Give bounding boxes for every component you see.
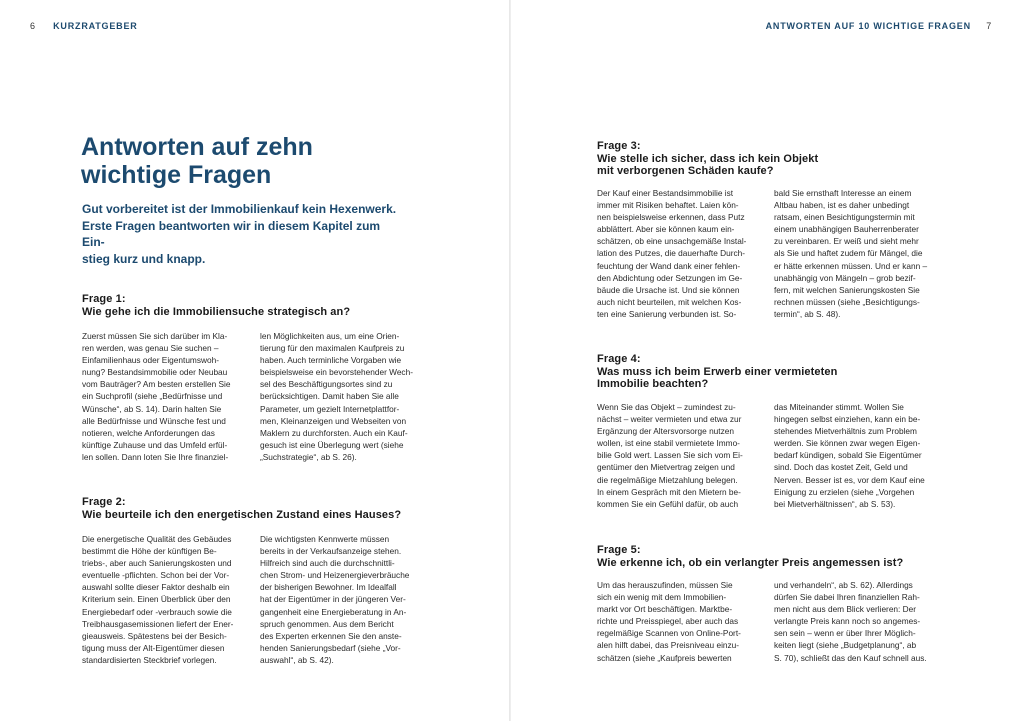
question-4-label: Frage 4: (597, 353, 641, 365)
chapter-title-text: Antworten auf zehn wichtige Fragen (81, 133, 313, 189)
chapter-lead: Gut vorbereitet ist der Immobilienkauf kein Hexenwerk. Erste Fragen beantworten wir in diesem Kapitel zum Ein- stieg kurz und knapp. (82, 202, 397, 266)
question-4-heading (597, 353, 897, 391)
left-running-header (30, 21, 138, 31)
question-2-column-2: Die wichtigsten Kennwerte müssen bereits in der Verkaufsanzeige stehen. Hilfreich sind auch die durchschnittli- chen Strom- und Heizenergieverbräuche der bisherigen Bewohner. Im Idealfall hat der Eigentümer in der jüngeren Ver- gangenheit eine Energieberatung in An- spruch genommen. Aus dem Bericht des Experten erkennen Sie den anste- henden Sanierungsbedarf (siehe „Vor- auswahl“, ab S. 42). (260, 534, 410, 665)
question-4-column-1: Wenn Sie das Objekt – zumindest zu- nächst – weiter vermieten und etwa zur Ergänzung der Altersvorsorge nutzen wollen, ist eine stabil vermietete Immo- bilie Gold wert. Lassen Sie sich vom Ei- gentümer den Mietvertrag zeigen und die regelmäßige Mietzahlung belegen. In einem Gespräch mit den Mietern be- kommen Sie ein Gefühl dafür, ob auch (597, 402, 743, 509)
question-2-label: Frage 2: (82, 496, 126, 508)
left-running-head: KURZRATGEBER (53, 21, 138, 31)
question-3-heading (597, 140, 897, 178)
question-2-column-1: Die energetische Qualität des Gebäudes bestimmt die Höhe der künftigen Be- triebs-, aber auch Sanierungskosten und eventuelle -pflichten. Schon bei der Vor- auswahl sollte dieser Faktor deshalb ein Kriterium sein. Einen Überblick über den Energiebedarf oder -verbrauch sowie die Treibhausgasemissionen liefert der Ener- gieausweis. Spätestens bei der Besich- tigung muss der Alt-Eigentümer diesen standardisierten Steckbrief vorlegen. (82, 534, 234, 665)
question-3-column-2: bald Sie ernsthaft Interesse an einem Altbau haben, ist es daher unbedingt ratsam, einen Besichtigungstermin mit einem unabhängigen Bauherrenberater zu vereinbaren. Er weiß und sieht mehr als Sie und haftet zudem für Mängel, die er hätte erkennen müssen. Und er kann – unabhängig von Mängeln – grob bezif- fern, mit welchen Sanierungskosten Sie rechnen müssen (siehe „Besichtigungs- termin“, ab S. 48). (774, 188, 928, 319)
question-5-heading (597, 544, 957, 569)
question-2-heading (82, 496, 442, 521)
chapter-title (81, 133, 381, 189)
question-1-column-2: len Möglichkeiten aus, um eine Orien- tierung für den maximalen Kaufpreis zu haben. Auch terminliche Vorgaben wie beispielsweise ein bevorstehender Wech- sel des Beschäftigungsortes sind zu berücksichtigen. Damit haben Sie alle Parameter, um gezielt Internetplattfor- men, Kleinanzeigen und Webseiten von Maklern zu durchforsten. Auch ein Kauf- gesuch ist eine Überlegung wert (siehe „Suchstrategie“, ab S. 26). (260, 331, 413, 462)
question-3-text: Wie stelle ich sicher, dass ich kein Objekt mit verborgenen Schäden kaufe? (597, 152, 819, 177)
question-4-text: Was muss ich beim Erwerb einer vermieteten Immobilie beachten? (597, 365, 838, 390)
question-5-text: Wie erkenne ich, ob ein verlangter Preis angemessen ist? (597, 556, 904, 569)
right-page (511, 0, 1020, 721)
question-1-column-1: Zuerst müssen Sie sich darüber im Kla- ren werden, was genau Sie suchen – Einfamilienhaus oder Eigentumswoh- nung? Bestandsimmobilie oder Neubau vom Bauträger? Am besten erstellen Sie ein Suchprofil (siehe „Bedürfnisse und Wünsche“, ab S. 14). Darin halten Sie alle Bedürfnisse und Wünsche fest und notieren, welche Anforderungen das künftige Zuhause und das Umfeld erfül- len sollen. Dann loten Sie Ihre finanziel- (82, 331, 231, 462)
question-3-column-1: Der Kauf einer Bestandsimmobilie ist immer mit Risiken behaftet. Laien kön- nen beispielsweise erkennen, dass Putz abblättert. Aber sie können kaum ein- schätzen, ob eine unsachgemäße Instal- lation des Putzes, die dauerhafte Durch- feuchtung der Wand dank einer fehlen- den Abdichtung oder Setzungen im Ge- bäude die Ursache ist. Und sie können auch nicht beurteilen, mit welchen Kos- ten eine Sanierung verbunden ist. So- (597, 188, 747, 319)
question-4-column-2: das Miteinander stimmt. Wollen Sie hingegen selbst einziehen, kann ein be- stehendes Mietverhältnis zum Problem werden. Sie können zwar wegen Eigen- bedarf kündigen, sobald Sie Eigentümer sind. Doch das kostet Zeit, Geld und Nerven. Besser ist es, vor dem Kauf eine Einigung zu erzielen (siehe „Vorgehen bei Mietverhältnissen“, ab S. 53). (774, 402, 925, 509)
question-1-text: Wie gehe ich die Immobiliensuche strategisch an? (82, 305, 351, 318)
left-page-number: 6 (30, 21, 36, 31)
question-5-column-2: und verhandeln“, ab S. 62). Allerdings dürfen Sie dabei Ihren finanziellen Rah- men nicht aus dem Blick verlieren: Der verlangte Preis kann noch so angemes- sen sein – wenn er über Ihrer Möglich- keiten liegt (siehe „Budgetplanung“, ab S. 70), schließt das den Kauf schnell aus. (774, 580, 927, 663)
question-5-column-1: Um das herauszufinden, müssen Sie sich ein wenig mit dem Immobilien- markt vor Ort beschäftigen. Marktbe- richte und Preisspiegel, aber auch das regelmäßige Scannen von Online-Port- alen hilft dabei, das Preisniveau einzu- schätzen (siehe „Kaufpreis bewerten (597, 580, 741, 663)
left-page (0, 0, 509, 721)
question-3-label: Frage 3: (597, 140, 641, 152)
question-1-heading (82, 293, 422, 318)
right-page-number: 7 (986, 21, 992, 31)
question-5-label: Frage 5: (597, 544, 641, 556)
question-1-label: Frage 1: (82, 293, 126, 305)
right-running-head: ANTWORTEN AUF 10 WICHTIGE FRAGEN (765, 21, 971, 31)
question-2-text: Wie beurteile ich den energetischen Zustand eines Hauses? (82, 508, 402, 521)
right-running-header (766, 21, 992, 31)
